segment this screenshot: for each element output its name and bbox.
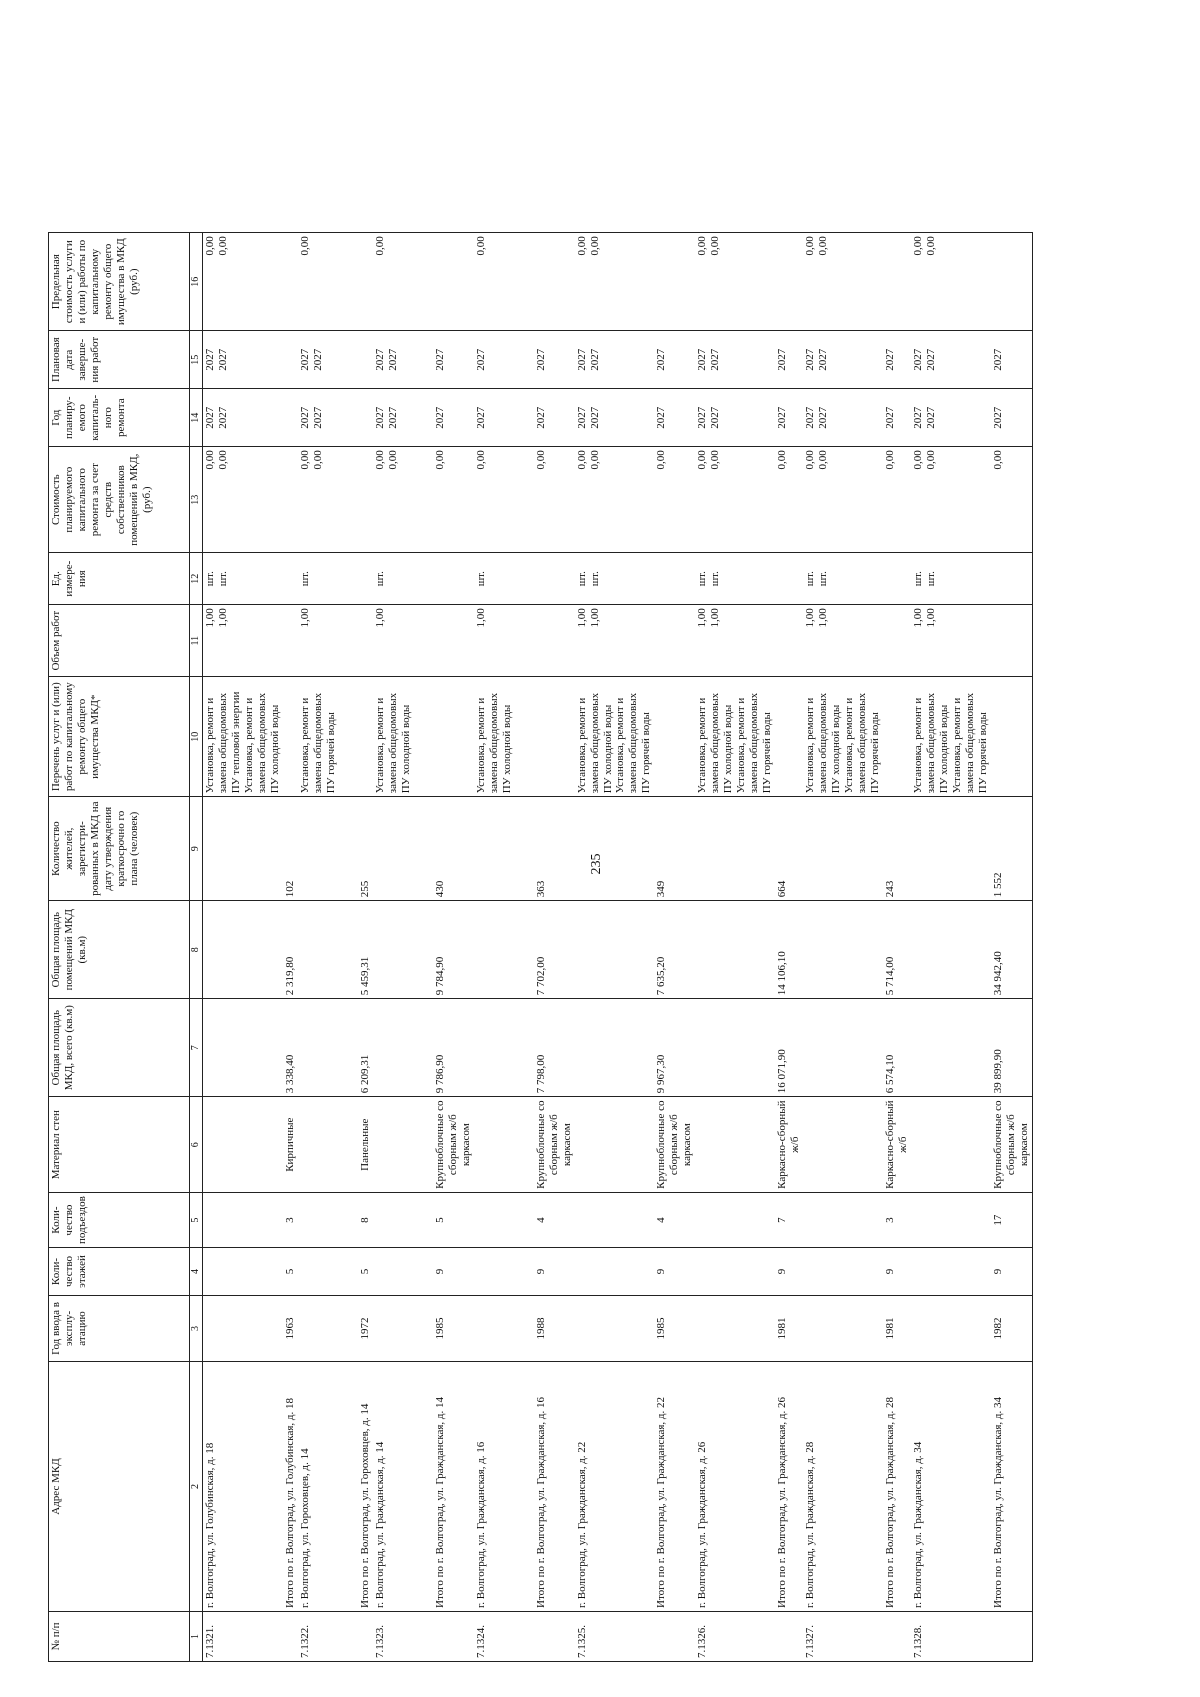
col-number: 7 xyxy=(190,999,203,1097)
commission-year: 1981 xyxy=(775,1296,803,1362)
unit-value: шт. xyxy=(575,571,588,587)
col-header: Перечень услуг и (или) работ по капитальному ремонту общего имущества МКД* xyxy=(49,677,190,797)
commission-year: 1972 xyxy=(358,1296,373,1362)
volume-value: 1,00 xyxy=(924,608,937,628)
col-number: 3 xyxy=(190,1296,203,1362)
table-row xyxy=(474,233,534,1662)
volume-value: 1,00 xyxy=(696,608,709,628)
residents-count: 102 xyxy=(283,797,298,901)
col-header: Предельная стоимость услуги и (или) работы по капитальному ремонту общего имущества в МКД (руб.) xyxy=(49,233,190,331)
col-number: 11 xyxy=(190,605,203,677)
total-area: 39 899,90 xyxy=(991,999,1032,1097)
col-number: 2 xyxy=(190,1362,203,1612)
col-header: № п/п xyxy=(49,1612,190,1662)
entrances: 17 xyxy=(991,1193,1032,1248)
plan-year-value: 2027 xyxy=(474,406,487,429)
limit-cost-value: 0,00 xyxy=(373,236,386,256)
total-label: Итого по г. Волгоград, ул. Гражданская, д. 26 xyxy=(775,1362,803,1612)
total-plan-year: 2027 xyxy=(534,389,575,447)
total-cost: 0,00 xyxy=(883,447,911,553)
col-number: 6 xyxy=(190,1097,203,1193)
finish-year-value: 2027 xyxy=(588,348,601,371)
finish-year-value: 2027 xyxy=(386,348,399,371)
address-cell: г. Волгоград, ул. Голубинская, д. 18 xyxy=(203,1362,283,1612)
finish-year-value: 2027 xyxy=(575,348,588,371)
table-row xyxy=(298,233,358,1662)
unit-value: шт. xyxy=(709,571,722,587)
total-row xyxy=(654,233,695,1662)
finish-year-value: 2027 xyxy=(911,348,924,371)
capital-repair-table xyxy=(48,232,1033,1662)
rooms-area: 7 702,00 xyxy=(534,901,575,999)
plan-year-value: 2027 xyxy=(373,406,386,429)
cost-value: 0,00 xyxy=(924,450,937,470)
row-number: 7.1327. xyxy=(803,1612,883,1662)
total-area: 3 338,40 xyxy=(283,999,298,1097)
cost-value: 0,00 xyxy=(474,450,487,470)
entrances: 8 xyxy=(358,1193,373,1248)
total-label: Итого по г. Волгоград, ул. Голубинская, д. 18 xyxy=(283,1362,298,1612)
address-cell: г. Волгоград, ул. Гражданская, д. 26 xyxy=(695,1362,775,1612)
col-header: Количество жителей, зарегистри- рованных в МКД на дату утверждения краткосрочно го плана (человек) xyxy=(49,797,190,901)
plan-year-value: 2027 xyxy=(588,406,601,429)
total-finish-year: 2027 xyxy=(991,331,1032,389)
finish-year-value: 2027 xyxy=(373,348,386,371)
total-label: Итого по г. Волгоград, ул. Гражданская, д. 22 xyxy=(654,1362,695,1612)
volume-value: 1,00 xyxy=(575,608,588,628)
cost-value: 0,00 xyxy=(696,450,709,470)
col-header: Стоимость планируемого капитального ремонта за счет средств собственников помещений в МКД, (руб.) xyxy=(49,447,190,553)
col-number: 15 xyxy=(190,331,203,389)
unit-value: шт. xyxy=(817,571,829,587)
rooms-area: 7 635,20 xyxy=(654,901,695,999)
col-number: 16 xyxy=(190,233,203,331)
cost-value: 0,00 xyxy=(216,450,229,470)
limit-cost-value: 0,00 xyxy=(709,236,722,256)
wall-material: Кирпичные xyxy=(283,1097,298,1193)
volume-value: 1,00 xyxy=(709,608,722,628)
finish-year-value: 2027 xyxy=(204,348,216,371)
total-cost: 0,00 xyxy=(534,447,575,553)
total-label: Итого по г. Волгоград, ул. Гражданская, д. 16 xyxy=(534,1362,575,1612)
cost-value: 0,00 xyxy=(311,450,324,470)
address-cell: г. Волгоград, ул. Гражданская, д. 34 xyxy=(911,1362,991,1612)
col-header: Плановая дата заверше- ния работ xyxy=(49,331,190,389)
row-number: 7.1325. xyxy=(575,1612,655,1662)
total-cost: 0,00 xyxy=(433,447,474,553)
commission-year: 1988 xyxy=(534,1296,575,1362)
volume-value: 1,00 xyxy=(204,608,216,628)
entrances: 3 xyxy=(283,1193,298,1248)
unit-value: шт. xyxy=(804,571,817,587)
rooms-area: 5 459,31 xyxy=(358,901,373,999)
work-item: Установка, ремонт и замена общедомовых ПУ горячей воды xyxy=(614,692,653,794)
work-item: Установка, ремонт и замена общедомовых ПУ горячей воды xyxy=(950,692,989,794)
row-number: 7.1322. xyxy=(298,1612,358,1662)
total-row xyxy=(358,233,373,1662)
total-plan-year: 2027 xyxy=(775,389,803,447)
unit-value: шт. xyxy=(924,571,937,587)
entrances: 4 xyxy=(534,1193,575,1248)
rooms-area: 14 106,10 xyxy=(775,901,803,999)
total-area: 9 786,90 xyxy=(433,999,474,1097)
limit-cost-value: 0,00 xyxy=(204,236,216,256)
finish-year-value: 2027 xyxy=(474,348,487,371)
col-number: 10 xyxy=(190,677,203,797)
page-number: 235 xyxy=(589,853,604,875)
total-finish-year: 2027 xyxy=(654,331,695,389)
total-finish-year: 2027 xyxy=(883,331,911,389)
commission-year: 1981 xyxy=(883,1296,911,1362)
residents-count: 363 xyxy=(534,797,575,901)
total-label: Итого по г. Волгоград, ул. Гражданская, д. 28 xyxy=(883,1362,911,1612)
total-finish-year: 2027 xyxy=(433,331,474,389)
wall-material: Каркасно-сборный ж/б xyxy=(883,1097,911,1193)
unit-value: шт. xyxy=(298,571,311,587)
limit-cost-value: 0,00 xyxy=(216,236,229,256)
col-header: Коли- чество подъездов xyxy=(49,1193,190,1248)
plan-year-value: 2027 xyxy=(709,406,722,429)
work-item: Установка, ремонт и замена общедомовых ПУ холодной воды xyxy=(696,692,735,794)
address-cell: г. Волгоград, ул. Гражданская, д. 22 xyxy=(575,1362,655,1612)
col-number: 8 xyxy=(190,901,203,999)
total-area: 6 209,31 xyxy=(358,999,373,1097)
unit-value: шт. xyxy=(474,571,487,587)
col-number: 9 xyxy=(190,797,203,901)
finish-year-value: 2027 xyxy=(311,348,324,371)
col-number: 4 xyxy=(190,1248,203,1296)
wall-material: Панельные xyxy=(358,1097,373,1193)
limit-cost-value: 0,00 xyxy=(817,236,829,256)
wall-material: Каркасно-сборный ж/б xyxy=(775,1097,803,1193)
plan-year-value: 2027 xyxy=(696,406,709,429)
entrances: 5 xyxy=(433,1193,474,1248)
limit-cost-value: 0,00 xyxy=(575,236,588,256)
floors: 9 xyxy=(991,1248,1032,1296)
floors: 5 xyxy=(283,1248,298,1296)
work-item: Установка, ремонт и замена общедомовых ПУ горячей воды xyxy=(298,692,337,794)
plan-year-value: 2027 xyxy=(386,406,399,429)
volume-value: 1,00 xyxy=(373,608,386,628)
col-header: Год планиру- емого капиталь- ного ремонта xyxy=(49,389,190,447)
cost-value: 0,00 xyxy=(575,450,588,470)
plan-year-value: 2027 xyxy=(311,406,324,429)
limit-cost-value: 0,00 xyxy=(911,236,924,256)
floors: 9 xyxy=(534,1248,575,1296)
residents-count: 1 552 xyxy=(991,797,1032,901)
rooms-area: 9 784,90 xyxy=(433,901,474,999)
col-header: Коли- чество этажей xyxy=(49,1248,190,1296)
unit-value: шт. xyxy=(911,571,924,587)
table-row xyxy=(803,233,883,1662)
residents-count: 349 xyxy=(654,797,695,901)
address-cell: г. Волгоград, ул. Гражданская, д. 16 xyxy=(474,1362,534,1612)
work-item: Установка, ремонт и замена общедомовых ПУ горячей воды xyxy=(842,692,881,794)
wall-material: Крупноблочные со сборным ж/б каркасом xyxy=(534,1097,575,1193)
rooms-area: 5 714,00 xyxy=(883,901,911,999)
row-number: 7.1328. xyxy=(911,1612,991,1662)
plan-year-value: 2027 xyxy=(204,406,216,429)
address-cell: г. Волгоград, ул. Гражданская, д. 14 xyxy=(373,1362,433,1612)
row-number: 7.1326. xyxy=(695,1612,775,1662)
floors: 5 xyxy=(358,1248,373,1296)
finish-year-value: 2027 xyxy=(298,348,311,371)
volume-value: 1,00 xyxy=(804,608,817,628)
cost-value: 0,00 xyxy=(386,450,399,470)
limit-cost-value: 0,00 xyxy=(924,236,937,256)
finish-year-value: 2027 xyxy=(924,348,937,371)
limit-cost-value: 0,00 xyxy=(588,236,601,256)
total-row xyxy=(283,233,298,1662)
plan-year-value: 2027 xyxy=(817,406,829,429)
total-label: Итого по г. Волгоград, ул. Гражданская, д. 34 xyxy=(991,1362,1032,1612)
rooms-area: 2 319,80 xyxy=(283,901,298,999)
plan-year-value: 2027 xyxy=(298,406,311,429)
row-number: 7.1324. xyxy=(474,1612,534,1662)
col-number: 12 xyxy=(190,553,203,605)
rotated-table-container xyxy=(48,36,1088,1662)
volume-value: 1,00 xyxy=(298,608,311,628)
volume-value: 1,00 xyxy=(216,608,229,628)
col-header: Объем работ xyxy=(49,605,190,677)
finish-year-value: 2027 xyxy=(216,348,229,371)
cost-value: 0,00 xyxy=(298,450,311,470)
col-number: 13 xyxy=(190,447,203,553)
header-row xyxy=(49,233,190,1662)
address-cell: г. Волгоград, ул. Гражданская, д. 28 xyxy=(803,1362,883,1612)
total-area: 6 574,10 xyxy=(883,999,911,1097)
total-finish-year: 2027 xyxy=(534,331,575,389)
volume-value: 1,00 xyxy=(911,608,924,628)
cost-value: 0,00 xyxy=(588,450,601,470)
work-item: Установка, ремонт и замена общедомовых ПУ холодной воды xyxy=(911,692,950,794)
floors: 9 xyxy=(883,1248,911,1296)
total-row xyxy=(991,233,1032,1662)
limit-cost-value: 0,00 xyxy=(804,236,817,256)
total-label: Итого по г. Волгоград, ул. Гороховцев, д. 14 xyxy=(358,1362,373,1612)
cost-value: 0,00 xyxy=(817,450,829,470)
table-body xyxy=(203,233,1033,1662)
total-plan-year: 2027 xyxy=(654,389,695,447)
finish-year-value: 2027 xyxy=(804,348,817,371)
commission-year: 1982 xyxy=(991,1296,1032,1362)
wall-material: Крупноблочные со сборным ж/б каркасом xyxy=(654,1097,695,1193)
finish-year-value: 2027 xyxy=(709,348,722,371)
table-row xyxy=(695,233,775,1662)
wall-material: Крупноблочные со сборным ж/б каркасом xyxy=(991,1097,1032,1193)
work-item: Установка, ремонт и замена общедомовых ПУ тепловой энергии xyxy=(204,691,242,794)
work-item: Установка, ремонт и замена общедомовых ПУ холодной воды xyxy=(373,692,412,794)
total-finish-year: 2027 xyxy=(775,331,803,389)
address-cell: г. Волгоград, ул. Гороховцев, д. 14 xyxy=(298,1362,358,1612)
column-number-row xyxy=(190,233,203,1662)
limit-cost-value: 0,00 xyxy=(696,236,709,256)
work-item: Установка, ремонт и замена общедомовых ПУ горячей воды xyxy=(735,692,774,794)
plan-year-value: 2027 xyxy=(216,406,229,429)
residents-count: 255 xyxy=(358,797,373,901)
limit-cost-value: 0,00 xyxy=(298,236,311,256)
commission-year: 1985 xyxy=(654,1296,695,1362)
col-header: Адрес МКД xyxy=(49,1362,190,1612)
work-item: Установка, ремонт и замена общедомовых ПУ холодной воды xyxy=(474,692,513,794)
commission-year: 1963 xyxy=(283,1296,298,1362)
plan-year-value: 2027 xyxy=(911,406,924,429)
row-number: 7.1321. xyxy=(203,1612,283,1662)
floors: 9 xyxy=(775,1248,803,1296)
col-header: Ед. измере- ния xyxy=(49,553,190,605)
plan-year-value: 2027 xyxy=(924,406,937,429)
cost-value: 0,00 xyxy=(804,450,817,470)
plan-year-value: 2027 xyxy=(575,406,588,429)
col-header: Год ввода в эксплу- атацию xyxy=(49,1296,190,1362)
total-row xyxy=(775,233,803,1662)
cost-value: 0,00 xyxy=(911,450,924,470)
total-area: 16 071,90 xyxy=(775,999,803,1097)
col-number: 14 xyxy=(190,389,203,447)
commission-year: 1985 xyxy=(433,1296,474,1362)
unit-value: шт. xyxy=(204,571,216,587)
total-cost: 0,00 xyxy=(654,447,695,553)
col-number: 5 xyxy=(190,1193,203,1248)
total-row xyxy=(433,233,474,1662)
wall-material: Крупноблочные со сборным ж/б каркасом xyxy=(433,1097,474,1193)
entrances: 7 xyxy=(775,1193,803,1248)
floors: 9 xyxy=(433,1248,474,1296)
limit-cost-value: 0,00 xyxy=(474,236,487,256)
volume-value: 1,00 xyxy=(817,608,829,628)
volume-value: 1,00 xyxy=(474,608,487,628)
residents-count: 243 xyxy=(883,797,911,901)
total-row xyxy=(883,233,911,1662)
col-header: Материал стен xyxy=(49,1097,190,1193)
unit-value: шт. xyxy=(588,571,601,587)
unit-value: шт. xyxy=(216,571,229,587)
total-plan-year: 2027 xyxy=(433,389,474,447)
col-number: 1 xyxy=(190,1612,203,1662)
total-plan-year: 2027 xyxy=(883,389,911,447)
unit-value: шт. xyxy=(696,571,709,587)
total-cost: 0,00 xyxy=(775,447,803,553)
table-row xyxy=(203,233,283,1662)
floors: 9 xyxy=(654,1248,695,1296)
row-number: 7.1323. xyxy=(373,1612,433,1662)
total-area: 7 798,00 xyxy=(534,999,575,1097)
table-row xyxy=(575,233,655,1662)
rooms-area: 34 942,40 xyxy=(991,901,1032,999)
table-row xyxy=(373,233,433,1662)
residents-count: 430 xyxy=(433,797,474,901)
volume-value: 1,00 xyxy=(588,608,601,628)
work-item: Установка, ремонт и замена общедомовых ПУ холодной воды xyxy=(242,692,281,794)
plan-year-value: 2027 xyxy=(804,406,817,429)
cost-value: 0,00 xyxy=(204,450,216,470)
col-header: Общая площадь МКД, всего (кв.м) xyxy=(49,999,190,1097)
finish-year-value: 2027 xyxy=(817,348,829,371)
table-row xyxy=(911,233,991,1662)
work-item: Установка, ремонт и замена общедомовых ПУ холодной воды xyxy=(804,692,842,794)
total-cost: 0,00 xyxy=(991,447,1032,553)
col-header: Общая площадь помещений МКД (кв.м) xyxy=(49,901,190,999)
total-label: Итого по г. Волгоград, ул. Гражданская, д. 14 xyxy=(433,1362,474,1612)
finish-year-value: 2027 xyxy=(696,348,709,371)
total-area: 9 967,30 xyxy=(654,999,695,1097)
total-plan-year: 2027 xyxy=(991,389,1032,447)
cost-value: 0,00 xyxy=(373,450,386,470)
unit-value: шт. xyxy=(373,571,386,587)
entrances: 3 xyxy=(883,1193,911,1248)
entrances: 4 xyxy=(654,1193,695,1248)
residents-count: 664 xyxy=(775,797,803,901)
work-item: Установка, ремонт и замена общедомовых ПУ холодной воды xyxy=(575,692,614,794)
cost-value: 0,00 xyxy=(709,450,722,470)
total-row xyxy=(534,233,575,1662)
